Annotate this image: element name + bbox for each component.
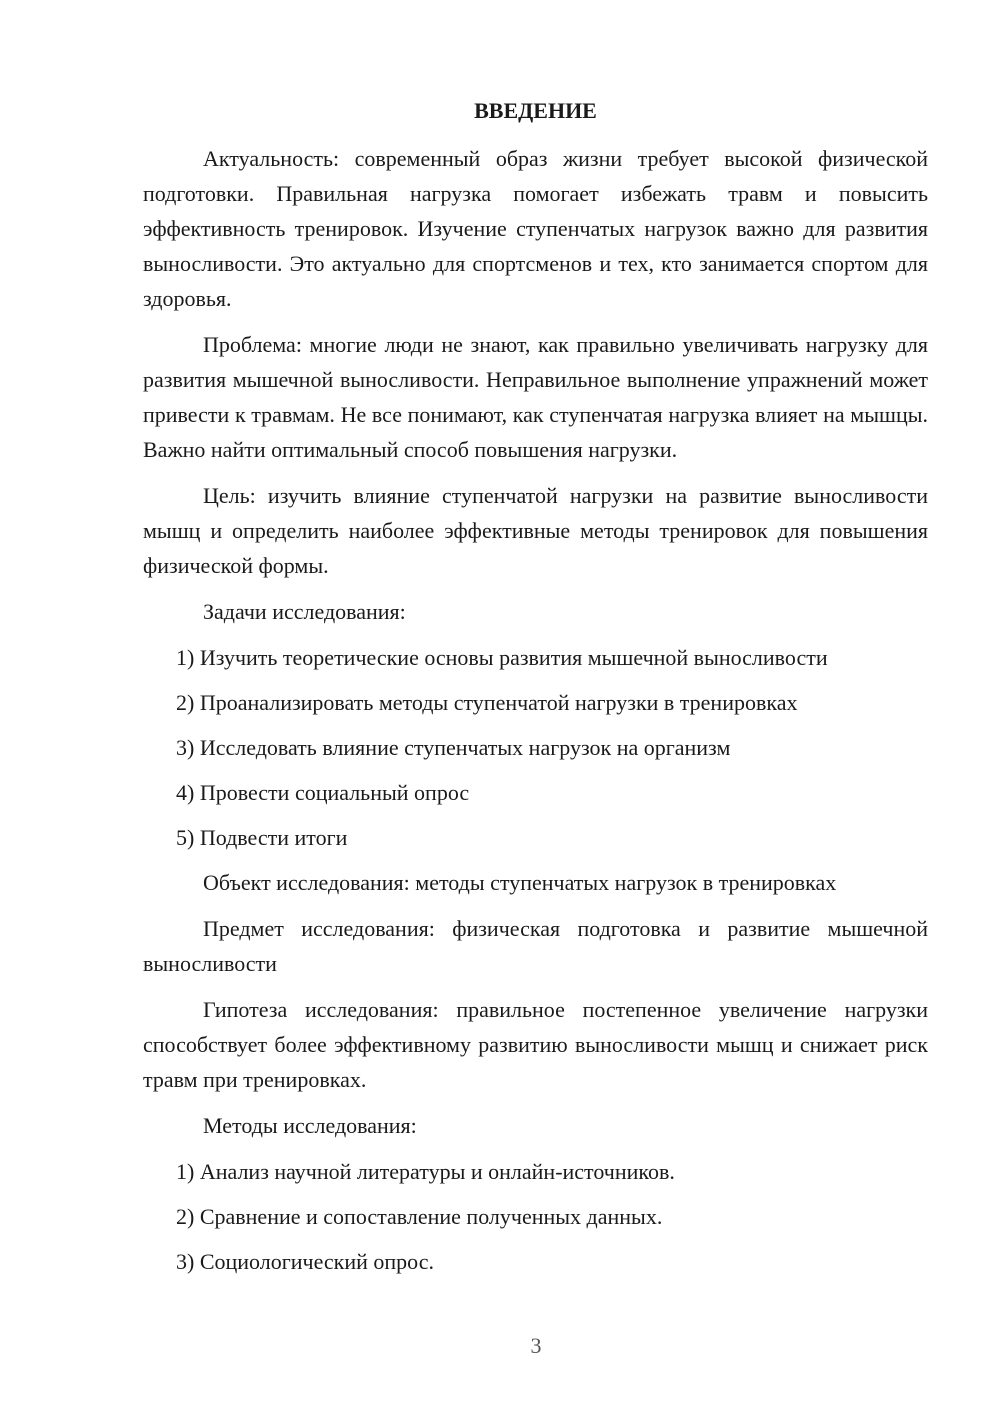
page-number: 3 xyxy=(530,1333,542,1358)
list-item: 5) Подвести итоги xyxy=(176,825,348,850)
relevance-paragraph: Актуальность: современный образ жизни требует высокой физической подготовки. Правильная нагрузка помогает избежать травм и повысить эффективность тренировок. Изучение ступенчатых нагрузок важно для развития выносливости. Это актуально для спортсменов и тех, кто занимается спортом для здоровья. xyxy=(143,146,928,311)
goal-paragraph: Цель: изучить влияние ступенчатой нагрузки на развитие выносливости мышц и определить наиболее эффективные методы тренировок для повышения физической формы. xyxy=(143,483,928,578)
list-item: 4) Провести социальный опрос xyxy=(176,780,470,805)
tasks-heading: Задачи исследования: xyxy=(203,599,406,624)
list-item: 1) Анализ научной литературы и онлайн-источников. xyxy=(176,1159,675,1184)
document-body xyxy=(143,93,928,1289)
list-item: 3) Социологический опрос. xyxy=(176,1249,434,1274)
tasks-list xyxy=(143,640,928,855)
methods-list xyxy=(143,1154,928,1279)
page-title: ВВЕДЕНИЕ xyxy=(474,98,597,123)
hypothesis-paragraph: Гипотеза исследования: правильное постепенное увеличение нагрузки способствует более эффективному развитию выносливости мышц и снижает риск травм при тренировках. xyxy=(143,997,928,1092)
list-item: 2) Сравнение и сопоставление полученных данных. xyxy=(176,1204,663,1229)
list-item: 3) Исследовать влияние ступенчатых нагрузок на организм xyxy=(176,735,731,760)
subject-paragraph: Предмет исследования: физическая подготовка и развитие мышечной выносливости xyxy=(143,916,928,976)
list-item: 1) Изучить теоретические основы развития мышечной выносливости xyxy=(176,645,828,670)
problem-paragraph: Проблема: многие люди не знают, как правильно увеличивать нагрузку для развития мышечной выносливости. Неправильное выполнение упражнений может привести к травмам. Не все понимают, как ступенчатая нагрузка влияет на мышцы. Важно найти оптимальный способ повышения нагрузки. xyxy=(143,332,928,462)
object-paragraph: Объект исследования: методы ступенчатых нагрузок в тренировках xyxy=(203,870,837,895)
list-item: 2) Проанализировать методы ступенчатой нагрузки в тренировках xyxy=(176,690,798,715)
methods-heading: Методы исследования: xyxy=(203,1113,417,1138)
